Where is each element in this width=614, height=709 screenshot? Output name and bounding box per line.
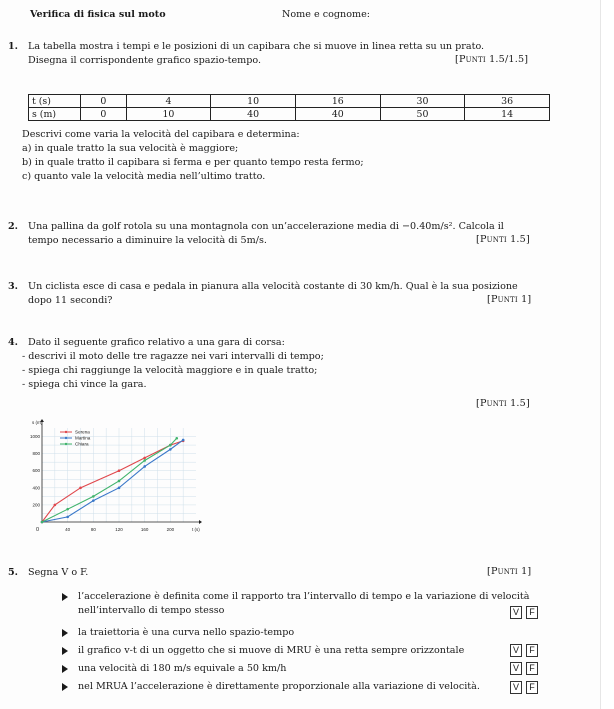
q2-number: 2. — [8, 221, 19, 232]
y-axis-label: s (m) — [32, 420, 43, 425]
q1-text-line2: Disegna il corrispondente grafico spazio-tempo. — [28, 55, 262, 66]
y-tick-label: 200 — [32, 502, 40, 508]
q1-number: 1. — [8, 41, 19, 52]
q3-text-line1: Un ciclista esce di casa e pedala in pianura alla velocità costante di 30 km/h. Qual è la sua posizione — [28, 281, 518, 292]
data-point-chiara — [92, 495, 95, 498]
data-point-chiara — [66, 508, 69, 511]
bullet-arrow-icon — [62, 665, 68, 673]
q5-item-2-line1: la traiettoria è una curva nello spazio-tempo — [78, 627, 295, 638]
x-tick-label: 120 — [115, 527, 123, 532]
y-tick-label: 800 — [32, 451, 40, 457]
x-tick-label: 160 — [140, 527, 149, 532]
q1-points: [Punti 1.5/1.5] — [455, 54, 529, 65]
y-tick-label: 600 — [32, 468, 40, 474]
q4-text-line1: Dato il seguente grafico relativo a una gara di corsa: — [28, 337, 285, 348]
q1-text-line1: La tabella mostra i tempi e le posizioni di un capibara che si muove in linea retta su un prato. — [28, 41, 485, 52]
data-point-martina — [66, 516, 69, 519]
name-label: Nome e cognome: — [282, 9, 370, 20]
data-point-martina — [143, 465, 146, 468]
q4-text-line3: - spiega chi raggiunge la velocità maggiore e in quale tratto; — [22, 365, 318, 376]
false-checkbox[interactable]: F — [526, 662, 538, 675]
race-position-time-chart — [26, 418, 204, 542]
x-tick-label: 40 — [65, 527, 71, 532]
chart-series — [41, 437, 185, 523]
x-axis-label: t (s) — [192, 527, 200, 532]
test-title: Verifica di fisica sul moto — [30, 9, 166, 20]
page-edge — [600, 0, 614, 709]
legend-marker — [65, 437, 67, 439]
legend-marker — [65, 431, 67, 433]
y-tick-label: 1000 — [29, 434, 40, 440]
data-point-martina — [182, 439, 185, 442]
table-cell: t (s) — [29, 95, 81, 108]
q5-item-3-line1: il grafico v-t di un oggetto che si muove di MRU è una retta sempre orizzontale — [78, 645, 465, 656]
legend-label: Serena — [75, 429, 90, 435]
true-checkbox[interactable]: V — [510, 644, 522, 657]
data-point-serena — [118, 469, 121, 472]
bullet-arrow-icon — [62, 593, 68, 601]
chart-axes — [30, 419, 202, 533]
table-cell: 40 — [295, 108, 380, 121]
table-cell: 4 — [126, 95, 211, 108]
x-axis-arrow-icon — [199, 520, 202, 524]
bullet-arrow-icon — [62, 683, 68, 691]
table-cell: 0 — [81, 108, 127, 121]
capybara-data-table — [28, 94, 550, 121]
table-cell: 16 — [295, 95, 380, 108]
table-cell: 30 — [380, 95, 465, 108]
data-point-chiara — [169, 444, 172, 447]
q1-describe: Descrivi come varia la velocità del capibara e determina: — [22, 129, 300, 140]
table-row — [29, 108, 550, 121]
true-checkbox[interactable]: V — [510, 681, 522, 694]
q5-points: [Punti 1] — [487, 566, 532, 577]
chart-legend — [60, 430, 91, 447]
data-point-serena — [79, 487, 82, 490]
bullet-arrow-icon — [62, 647, 68, 655]
data-point-serena — [54, 504, 57, 507]
q3-points: [Punti 1] — [487, 294, 532, 305]
true-checkbox[interactable]: V — [510, 606, 522, 619]
q1-item-c: c) quanto vale la velocità media nell’ultimo tratto. — [22, 171, 266, 182]
table-cell: 10 — [126, 108, 211, 121]
table-cell: 50 — [380, 108, 465, 121]
table-cell: 0 — [81, 95, 127, 108]
data-point-martina — [169, 448, 172, 451]
q5-title: Segna V o F. — [28, 567, 89, 578]
q4-number: 4. — [8, 337, 19, 348]
q5-item-1-line2: nell’intervallo di tempo stesso — [78, 605, 225, 616]
data-point-chiara — [175, 437, 178, 440]
x-tick-label: 80 — [90, 527, 96, 532]
q1-item-b: b) in quale tratto il capibara si ferma e per quanto tempo resta fermo; — [22, 157, 364, 168]
y-tick-label: 400 — [32, 485, 40, 491]
q5-number: 5. — [8, 567, 19, 578]
series-line-serena — [42, 441, 183, 522]
data-point-martina — [92, 499, 95, 502]
false-checkbox[interactable]: F — [526, 606, 538, 619]
q2-text-line2: tempo necessario a diminuire la velocità di 5m/s. — [28, 235, 267, 246]
table-cell: 40 — [211, 108, 296, 121]
q4-points: [Punti 1.5] — [476, 398, 530, 409]
q2-points: [Punti 1.5] — [476, 234, 530, 245]
table-cell: 36 — [465, 95, 550, 108]
data-point-serena — [143, 457, 146, 460]
q5-item-4-line1: una velocità di 180 m/s equivale a 50 km/h — [78, 663, 287, 674]
q5-item-5-line1: nel MRUA l’accelerazione è direttamente proporzionale alla variazione di velocità. — [78, 681, 480, 692]
table-cell: 10 — [211, 95, 296, 108]
q3-text-line2: dopo 11 secondi? — [28, 295, 113, 306]
legend-marker — [65, 443, 67, 445]
q2-text-line1: Una pallina da golf rotola su una montagnola con un’accelerazione media di −0.40m/s². Calcola il — [28, 221, 504, 232]
q1-item-a: a) in quale tratto la sua velocità è maggiore; — [22, 143, 239, 154]
series-line-martina — [42, 440, 183, 522]
false-checkbox[interactable]: F — [526, 681, 538, 694]
q5-item-1-line1: l’accelerazione è definita come il rapporto tra l’intervallo di tempo e la variazione di velocità — [78, 591, 530, 602]
q4-text-line2: - descrivi il moto delle tre ragazze nei vari intervalli di tempo; — [22, 351, 324, 362]
data-point-martina — [118, 487, 121, 490]
x-tick-label: 200 — [166, 527, 175, 532]
true-checkbox[interactable]: V — [510, 662, 522, 675]
false-checkbox[interactable]: F — [526, 644, 538, 657]
q4-text-line4: - spiega chi vince la gara. — [22, 379, 147, 390]
table-cell: s (m) — [29, 108, 81, 121]
legend-label: Chiara — [75, 441, 89, 447]
bullet-arrow-icon — [62, 629, 68, 637]
x-tick-label: 0 — [36, 527, 40, 533]
table-cell: 14 — [465, 108, 550, 121]
data-point-chiara — [118, 480, 121, 483]
q3-number: 3. — [8, 281, 19, 292]
legend-label: Martina — [75, 435, 91, 441]
table-row — [29, 95, 550, 108]
series-line-chiara — [42, 435, 177, 522]
data-point-chiara — [41, 521, 44, 524]
data-point-chiara — [143, 459, 146, 462]
